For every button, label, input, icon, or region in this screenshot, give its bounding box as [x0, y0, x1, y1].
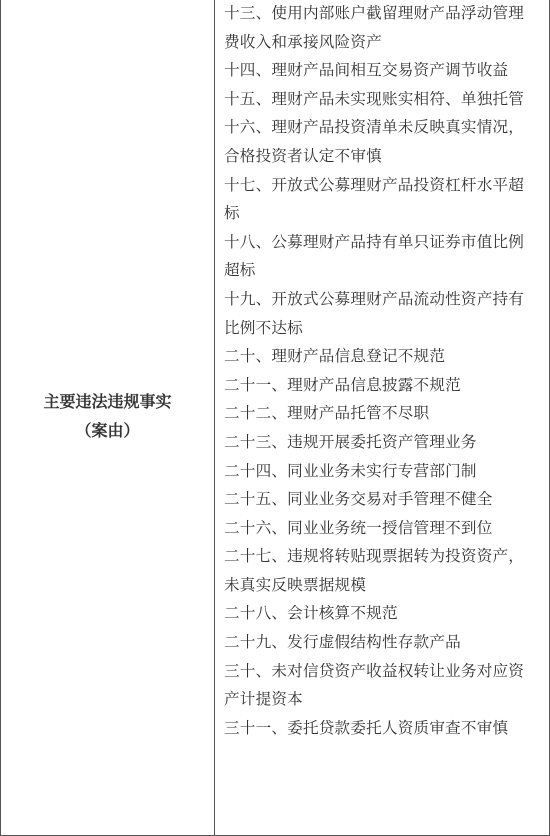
list-item: 十八、公募理财产品持有单只证券市值比例超标	[224, 232, 525, 280]
list-item: 二十三、违规开展委托资产管理业务	[224, 432, 477, 451]
list-item: 十五、理财产品未实现账实相符、单独托管	[224, 89, 525, 108]
list-item: 三十、未对信贷资产收益权转让业务对应资产计提资本	[224, 661, 525, 709]
section-label-line2: （案由）	[75, 421, 140, 440]
list-item: 三十一、委托贷款委托人资质审查不审慎	[224, 718, 509, 737]
list-item: 二十二、理财产品托管不尽职	[224, 404, 430, 423]
list-item: 二十一、理财产品信息披露不规范	[224, 375, 461, 394]
list-item: 十九、开放式公募理财产品流动性资产持有比例不达标	[224, 289, 525, 337]
list-item: 二十六、同业业务统一授信管理不到位	[224, 518, 493, 537]
violations-list-cell	[215, 0, 550, 836]
list-item: 二十八、会计核算不规范	[224, 604, 398, 623]
list-item: 二十四、同业业务未实行专营部门制	[224, 461, 477, 480]
table-row	[1, 0, 550, 836]
list-item: 二十五、同业业务交易对手管理不健全	[224, 490, 493, 509]
list-item: 二十九、发行虚假结构性存款产品	[224, 633, 461, 652]
section-label-line1: 主要违法违规事实	[43, 392, 172, 411]
violations-list	[215, 0, 549, 742]
list-item: 二十、理财产品信息登记不规范	[224, 347, 446, 366]
list-item: 十七、开放式公募理财产品投资杠杆水平超标	[224, 175, 525, 223]
list-item: 十三、使用内部账户截留理财产品浮动管理费收入和承接风险资产	[224, 4, 525, 51]
list-item: 二十七、违规将转贴现票据转为投资资产，未真实反映票据规模	[224, 547, 525, 594]
list-item: 十四、理财产品间相互交易资产调节收益	[224, 61, 509, 80]
list-item: 十六、理财产品投资清单未反映真实情况，合格投资者认定不审慎	[224, 118, 525, 165]
section-label-cell	[1, 0, 215, 836]
